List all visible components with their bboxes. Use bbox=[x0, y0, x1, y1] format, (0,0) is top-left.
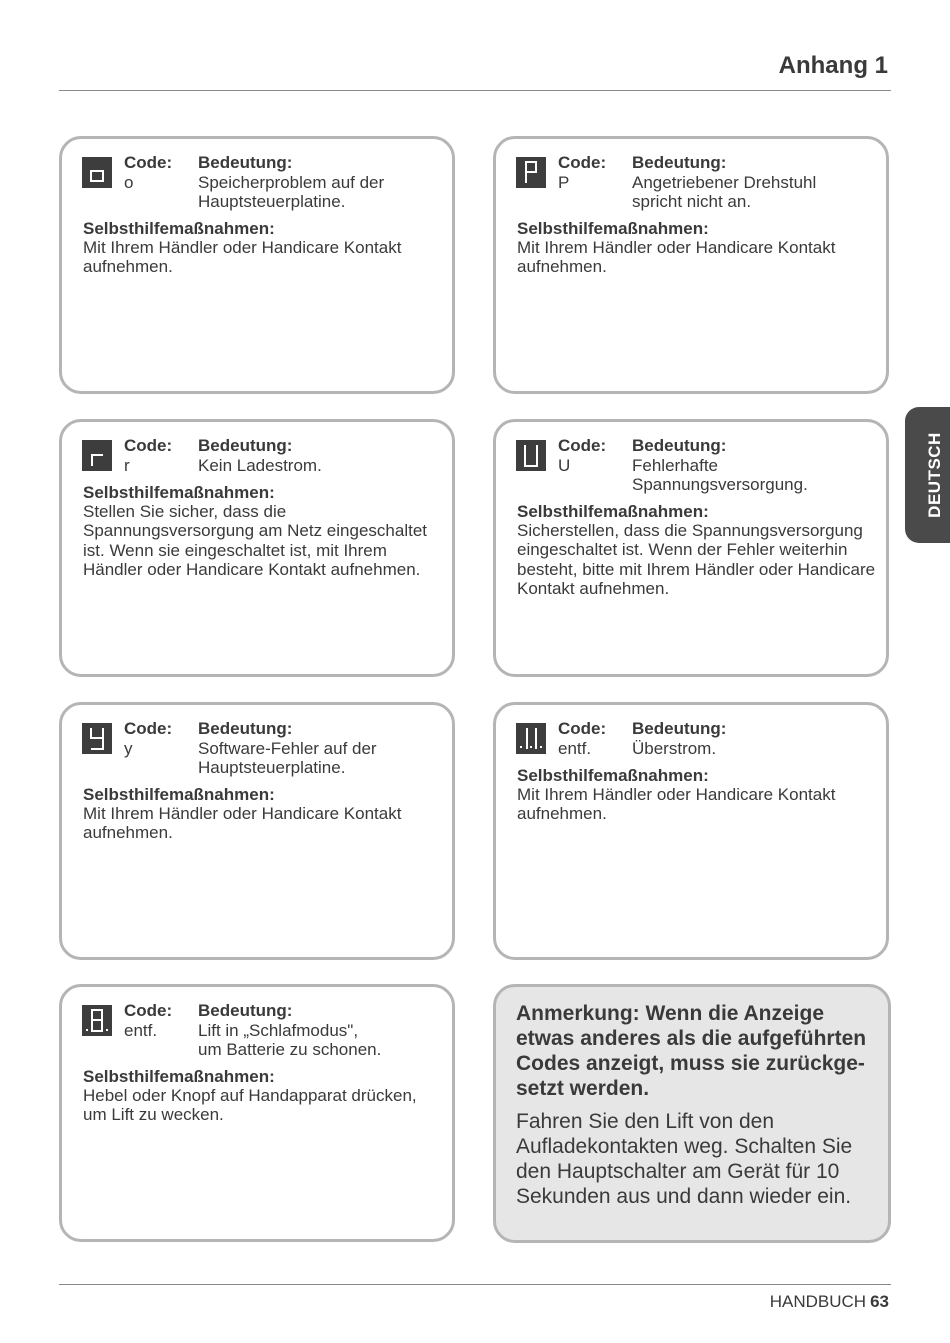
meaning-value: Fehlerhafte Spannungsversorgung. bbox=[632, 456, 808, 494]
code-value: P bbox=[558, 173, 570, 192]
code-value: entf. bbox=[124, 1021, 158, 1040]
help-text: Mit Ihrem Händler oder Handicare Kontakt aufnehmen. bbox=[83, 804, 402, 843]
meaning-label: Bedeutung: bbox=[632, 153, 727, 172]
meaning-value: Überstrom. bbox=[632, 739, 717, 758]
note-heading: Anmerkung: Wenn die Anzeige etwas anderes als die aufgeführten Codes anzeigt, muss sie zurückge-setzt werden. bbox=[516, 1002, 867, 1100]
meaning-label: Bedeutung: bbox=[198, 719, 293, 738]
code-value: o bbox=[124, 173, 134, 192]
help-label: Selbsthilfemaßnahmen: bbox=[83, 1067, 275, 1086]
code-label: Code: bbox=[124, 153, 173, 172]
meaning-label: Bedeutung: bbox=[198, 436, 293, 455]
help-section bbox=[83, 483, 443, 579]
help-section bbox=[517, 502, 877, 598]
help-section bbox=[83, 219, 443, 277]
help-section bbox=[517, 766, 877, 824]
code-label: Code: bbox=[124, 436, 173, 455]
meaning-value: Angetriebener Drehstuhl spricht nicht an. bbox=[632, 173, 817, 211]
segment-p-icon bbox=[516, 157, 546, 188]
segment-u-icon bbox=[516, 440, 546, 471]
code-label: Code: bbox=[124, 719, 173, 738]
footer-divider bbox=[59, 1284, 891, 1285]
help-text: Stellen Sie sicher, dass die Spannungsversorgung am Netz eingeschaltet ist. Wenn sie eingeschaltet ist, mit Ihrem Händler oder Handicare Kontakt aufnehmen. bbox=[83, 502, 427, 579]
reset-note bbox=[493, 984, 891, 1243]
meaning-value: Kein Ladestrom. bbox=[198, 456, 322, 475]
help-section bbox=[517, 219, 877, 277]
language-tab bbox=[905, 407, 950, 543]
error-card-overcurrent bbox=[493, 702, 889, 960]
header-divider bbox=[59, 90, 891, 91]
help-label: Selbsthilfemaßnahmen: bbox=[517, 766, 709, 785]
help-label: Selbsthilfemaßnahmen: bbox=[83, 219, 275, 238]
language-tab-label: DEUTSCH bbox=[925, 432, 944, 518]
meaning-value: Lift in „Schlafmodus", um Batterie zu schonen. bbox=[198, 1021, 382, 1059]
footer-label: HANDBUCH bbox=[769, 1292, 867, 1311]
meaning-label: Bedeutung: bbox=[198, 1001, 293, 1020]
code-label: Code: bbox=[558, 436, 607, 455]
segment-y-icon bbox=[82, 723, 112, 754]
segment-dots-icon bbox=[516, 723, 546, 754]
segment-o-icon bbox=[82, 157, 112, 188]
error-card-p bbox=[493, 136, 889, 394]
help-text: Sicherstellen, dass die Spannungsversorgung eingeschaltet ist. Wenn der Fehler weiterhin besteht, bitte mit Ihrem Händler oder Handicare Kontakt aufnehmen. bbox=[517, 521, 876, 598]
code-label: Code: bbox=[124, 1001, 173, 1020]
code-value: entf. bbox=[558, 739, 592, 758]
meaning-value: Speicherproblem auf der Hauptsteuerplatine. bbox=[198, 173, 385, 211]
help-text: Hebel oder Knopf auf Handapparat drücken, um Lift zu wecken. bbox=[83, 1086, 417, 1125]
meaning-label: Bedeutung: bbox=[198, 153, 293, 172]
error-card-sleep bbox=[59, 984, 455, 1242]
help-label: Selbsthilfemaßnahmen: bbox=[83, 785, 275, 804]
code-value: U bbox=[558, 456, 571, 475]
page-number: 63 bbox=[870, 1292, 889, 1311]
error-card-o bbox=[59, 136, 455, 394]
code-value: r bbox=[124, 456, 130, 475]
code-value: y bbox=[124, 739, 133, 758]
meaning-label: Bedeutung: bbox=[632, 436, 727, 455]
page-footer bbox=[770, 1292, 889, 1312]
help-label: Selbsthilfemaßnahmen: bbox=[517, 502, 709, 521]
segment-eight-icon bbox=[82, 1005, 112, 1036]
help-section bbox=[83, 785, 443, 843]
help-label: Selbsthilfemaßnahmen: bbox=[83, 483, 275, 502]
meaning-label: Bedeutung: bbox=[632, 719, 727, 738]
help-label: Selbsthilfemaßnahmen: bbox=[517, 219, 709, 238]
help-text: Mit Ihrem Händler oder Handicare Kontakt aufnehmen. bbox=[517, 785, 836, 824]
note-text: Fahren Sie den Lift von den Aufladekontakten weg. Schalten Sie den Hauptschalter am Gerät für 10 Sekunden aus und dann wieder ein. bbox=[516, 1110, 853, 1208]
error-card-u bbox=[493, 419, 889, 677]
segment-r-icon bbox=[82, 440, 112, 471]
help-section bbox=[83, 1067, 443, 1125]
code-label: Code: bbox=[558, 719, 607, 738]
error-card-r bbox=[59, 419, 455, 677]
code-label: Code: bbox=[558, 153, 607, 172]
page-title: Anhang 1 bbox=[778, 52, 888, 79]
help-text: Mit Ihrem Händler oder Handicare Kontakt aufnehmen. bbox=[517, 238, 836, 277]
error-card-y bbox=[59, 702, 455, 960]
help-text: Mit Ihrem Händler oder Handicare Kontakt aufnehmen. bbox=[83, 238, 402, 277]
meaning-value: Software-Fehler auf der Hauptsteuerplatine. bbox=[198, 739, 377, 777]
